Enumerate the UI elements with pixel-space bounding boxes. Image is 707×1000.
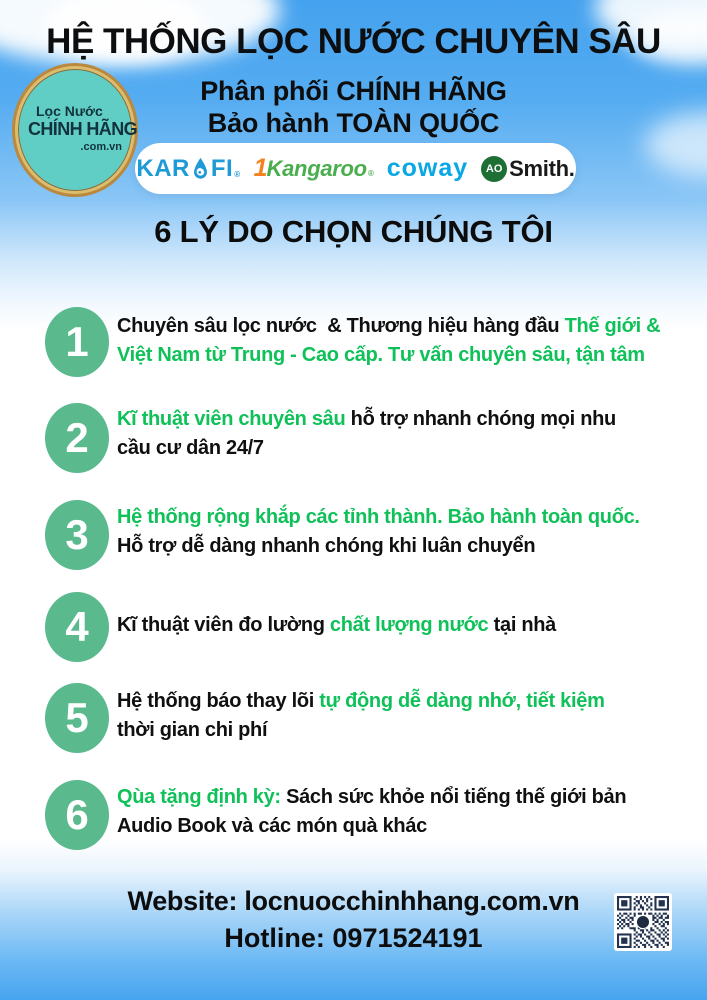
section-title: 6 LÝ DO CHỌN CHÚNG TÔI xyxy=(154,214,553,249)
reason-number-badge: 6 xyxy=(45,780,109,850)
reason-text xyxy=(117,611,556,662)
reason-text xyxy=(117,312,660,377)
kangaroo-text: Kangaroo xyxy=(266,156,367,181)
website-text: Website: locnuocchinhhang.com.vn xyxy=(127,886,580,916)
reason-text xyxy=(117,405,616,473)
reason-text-segment: Audio Book và các món quà khác xyxy=(117,815,427,837)
reason-text xyxy=(117,503,640,570)
karofi-text-right: FI xyxy=(210,154,234,182)
reason-number-badge: 3 xyxy=(45,500,109,570)
reason-text-segment: Hệ thống rộng khắp các tỉnh thành. Bảo hành toàn quốc. xyxy=(117,506,640,528)
reason-number-badge: 4 xyxy=(45,592,109,662)
reason-text-segment: Kĩ thuật viên đo lường xyxy=(117,614,330,636)
reason-number-badge: 5 xyxy=(45,683,109,753)
registered-mark-icon: ® xyxy=(367,169,374,178)
reason-text-segment: Thế giới & xyxy=(564,315,661,337)
reason-number-badge: 2 xyxy=(45,403,109,473)
kangaroo-one: 1 xyxy=(253,154,268,182)
reason-text xyxy=(117,687,605,753)
subtitle-line-1: Phân phối CHÍNH HÃNG xyxy=(200,76,507,106)
reason-text-segment: chất lượng nước xyxy=(329,614,489,636)
reason-item xyxy=(45,683,605,753)
reason-text-segment: Kĩ thuật viên chuyên sâu xyxy=(117,408,351,430)
reason-text-segment: cầu cư dân 24/7 xyxy=(117,437,264,459)
reason-item xyxy=(45,500,640,570)
hotline-text: Hotline: 0971524191 xyxy=(224,923,483,953)
karofi-text-left: KAR xyxy=(136,154,190,182)
ao-smith-text: Smith. xyxy=(509,155,575,181)
reason-text-segment: Việt Nam từ Trung - Cao cấp. Tư vấn chuyên sâu, tận tâm xyxy=(117,344,645,366)
logo-text-line1: Lọc Nước xyxy=(36,103,103,119)
ao-smith-logo xyxy=(481,156,574,182)
reason-text-segment: Chuyên sâu lọc nước & Thương hiệu hàng đầu xyxy=(117,315,565,337)
kangaroo-logo xyxy=(254,154,374,183)
reason-item xyxy=(45,780,626,850)
reason-item xyxy=(45,307,660,377)
reason-text-segment: Qùa tặng định kỳ: xyxy=(117,786,287,808)
coway-logo: coway xyxy=(386,154,469,182)
page-title: HỆ THỐNG LỌC NƯỚC CHUYÊN SÂU xyxy=(46,22,661,61)
reason-text-segment: tại nhà xyxy=(488,614,557,636)
reason-text-segment: Hỗ trợ dễ dàng nhanh chóng khi luân chuyển xyxy=(117,535,536,557)
logo-text-line2: CHÍNH HÃNG xyxy=(28,119,137,139)
reason-text-segment: thời gian chi phí xyxy=(117,719,268,741)
reason-item xyxy=(45,592,556,662)
karofi-logo xyxy=(136,155,240,183)
logo-text-line3: .com.vn xyxy=(80,141,122,153)
subtitle-line-2: Bảo hành TOÀN QUỐC xyxy=(207,108,500,138)
partner-brands-bar xyxy=(135,143,576,194)
reason-item xyxy=(45,403,616,473)
reason-number-badge: 1 xyxy=(45,307,109,377)
reason-text xyxy=(117,783,626,850)
ao-smith-badge: AO xyxy=(481,156,507,182)
registered-mark-icon: ® xyxy=(234,169,241,179)
reason-text-segment: Hệ thống báo thay lõi xyxy=(117,690,320,712)
qr-code xyxy=(614,893,672,951)
reason-text-segment: hỗ trợ nhanh chóng mọi nhu xyxy=(350,408,616,430)
water-drop-icon xyxy=(191,157,210,181)
reason-text-segment: Sách sức khỏe nổi tiếng thế giới bản xyxy=(286,786,627,808)
reason-text-segment: tự động dễ dàng nhớ, tiết kiệm xyxy=(319,690,605,712)
